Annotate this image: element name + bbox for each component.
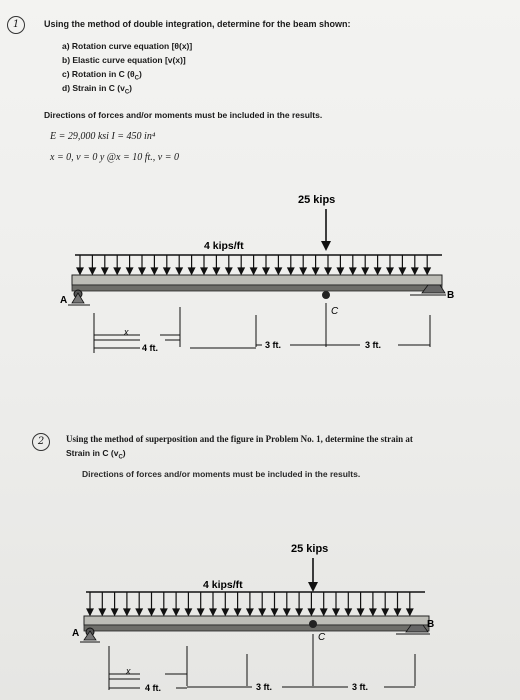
point-c-marker-2 — [309, 620, 317, 628]
beam-2 — [84, 616, 429, 625]
load-arrow — [151, 255, 157, 274]
problem1-item-c: c) Rotation in C $(\theta_C)$ — [62, 69, 142, 82]
distributed-load-arrows — [75, 255, 442, 274]
beam-figure-2 — [0, 528, 520, 700]
x-label: x — [124, 327, 129, 337]
load-arrow — [424, 255, 430, 274]
dim-4ft: 4 ft. — [142, 343, 159, 353]
load-arrow — [321, 592, 327, 615]
load-arrow — [161, 592, 167, 615]
load-arrow — [296, 592, 302, 615]
load-arrow — [87, 592, 93, 615]
load-arrow — [358, 592, 364, 615]
problem1-boundary-conditions: x = 0, v = 0 y @x = 10 ft., v = 0 — [50, 152, 179, 163]
dim-3ft-1: 3 ft. — [265, 340, 282, 350]
beam — [72, 275, 442, 285]
load-arrow — [313, 255, 319, 274]
dim-3ft-1-2: 3 ft. — [256, 682, 273, 692]
load-arrow — [387, 255, 393, 274]
load-arrow — [226, 255, 232, 274]
problem1-title: Using the method of double integration, determine for the beam shown: — [44, 19, 351, 29]
point-c-label: C — [331, 306, 339, 317]
point-c-marker — [322, 291, 330, 299]
load-arrow — [251, 255, 257, 274]
problem1-material-properties: E = 29,000 ksi I = 450 in⁴ — [50, 131, 156, 142]
load-arrow — [198, 592, 204, 615]
load-arrow — [136, 592, 142, 615]
svg-text:A: A — [72, 628, 80, 639]
load-arrow — [235, 592, 241, 615]
load-arrow — [222, 592, 228, 615]
load-arrow — [333, 592, 339, 615]
problem2-line2: Strain in C $(v_C)$ — [66, 448, 126, 461]
load-arrow — [412, 255, 418, 274]
load-arrow — [399, 255, 405, 274]
beam-figure-1 — [0, 185, 520, 360]
beam-flange-2 — [84, 625, 429, 631]
load-arrow — [375, 255, 381, 274]
load-arrow — [112, 592, 118, 615]
load-arrow — [139, 255, 145, 274]
point-c-label-2: C — [318, 632, 326, 643]
load-arrow — [382, 592, 388, 615]
problem1-directions: Directions of forces and/or moments must be included in the results. — [44, 110, 323, 120]
dim-3ft-2-2: 3 ft. — [352, 682, 369, 692]
svg-text:A: A — [60, 295, 68, 306]
point-load-arrow — [321, 209, 331, 251]
point-load-label-2: 25 kips — [291, 543, 329, 555]
load-arrow — [124, 592, 130, 615]
point-load-arrow-2 — [308, 558, 318, 592]
problem-number-2: 2 — [32, 433, 50, 451]
problem-number-1: 1 — [7, 16, 25, 34]
load-arrow — [308, 592, 314, 615]
load-arrow — [300, 255, 306, 274]
load-arrow — [185, 592, 191, 615]
load-arrow — [99, 592, 105, 615]
load-arrow — [89, 255, 95, 274]
load-arrow — [350, 255, 356, 274]
dim-4ft-2: 4 ft. — [145, 683, 162, 693]
load-arrow — [345, 592, 351, 615]
svg-text:B: B — [427, 619, 435, 630]
load-arrow — [263, 255, 269, 274]
load-arrow — [127, 255, 133, 274]
load-arrow — [337, 255, 343, 274]
load-arrow — [259, 592, 265, 615]
load-arrow — [189, 255, 195, 274]
distributed-load-label-2: 4 kips/ft — [203, 579, 243, 591]
load-arrow — [173, 592, 179, 615]
load-arrow — [164, 255, 170, 274]
load-arrow — [238, 255, 244, 274]
distributed-load-label: 4 kips/ft — [204, 240, 244, 252]
load-arrow — [149, 592, 155, 615]
load-arrow — [176, 255, 182, 274]
dim-3ft-2: 3 ft. — [365, 340, 382, 350]
load-arrow — [288, 255, 294, 274]
distributed-load-arrows-2 — [86, 592, 425, 615]
problem2-directions: Directions of forces and/or moments must be included in the results. — [82, 469, 361, 479]
load-arrow — [325, 255, 331, 274]
load-arrow — [275, 255, 281, 274]
load-arrow — [247, 592, 253, 615]
beam-flange — [72, 285, 442, 291]
problem1-item-b: b) Elastic curve equation [v(x)] — [62, 55, 186, 65]
load-arrow — [407, 592, 413, 615]
load-arrow — [210, 592, 216, 615]
problem1-item-a: a) Rotation curve equation [θ(x)] — [62, 41, 193, 51]
load-arrow — [102, 255, 108, 274]
load-arrow — [213, 255, 219, 274]
problem1-item-d: d) Strain in C $(v_C)$ — [62, 83, 132, 96]
load-arrow — [362, 255, 368, 274]
svg-text:B: B — [447, 290, 455, 301]
load-arrow — [272, 592, 278, 615]
load-arrow — [201, 255, 207, 274]
load-arrow — [114, 255, 120, 274]
pin-support-a — [60, 290, 90, 306]
load-arrow — [77, 255, 83, 274]
x-label-2: x — [126, 666, 131, 676]
problem2-line1: Using the method of superposition and the figure in Problem No. 1, determine the strain at — [66, 434, 413, 444]
load-arrow — [284, 592, 290, 615]
point-load-label: 25 kips — [298, 194, 336, 206]
load-arrow — [395, 592, 401, 615]
load-arrow — [370, 592, 376, 615]
